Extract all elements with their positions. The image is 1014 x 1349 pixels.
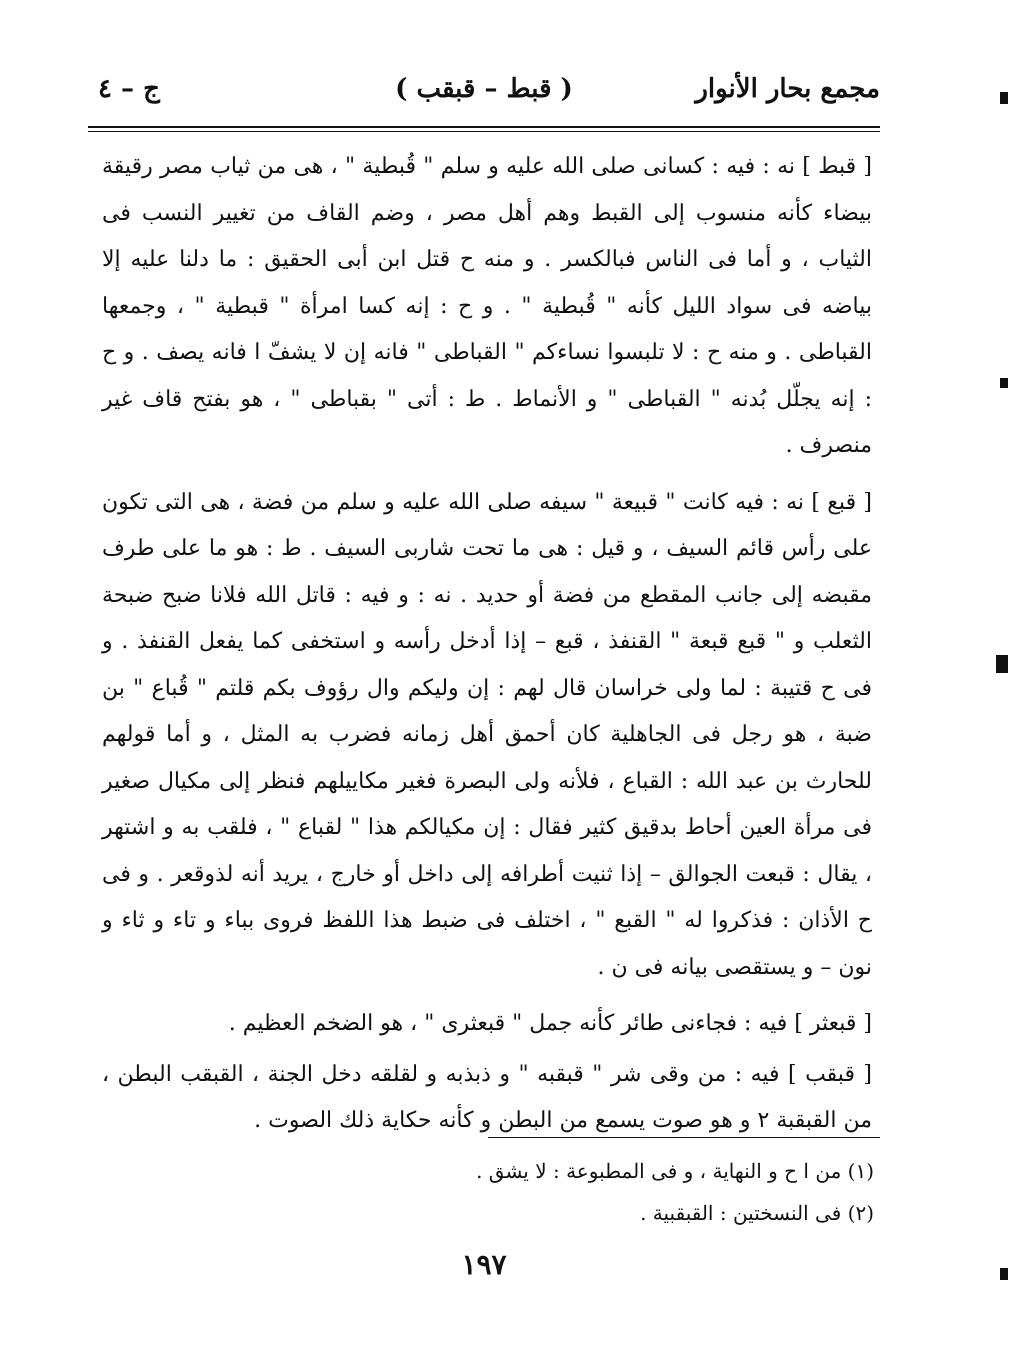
margin-mark	[1000, 92, 1008, 104]
entry-qabathar: [ قبعثر ] فيه : فجاءنى طائر كأنه جمل " قبعثرى " ، هو الضخم العظيم .	[228, 1011, 872, 1036]
header-rule	[88, 126, 880, 128]
footnote-rule	[488, 1137, 880, 1138]
entry-qabqab: [ قبقب ] فيه : من وقى شر " قبقبه " و ذبذبه و لقلقه دخل الجنة ، القبقب البطن ، من القبقبة ٢ و هو صوت يسمع من البطن و كأنه حكاية ذلك الصوت .	[102, 1061, 872, 1133]
margin-mark	[1000, 1268, 1008, 1280]
margin-mark	[1000, 378, 1008, 388]
footnotes	[174, 1150, 874, 1234]
section-range: ( قبط – قبقب )	[395, 74, 573, 104]
running-header	[88, 74, 880, 114]
page	[88, 60, 880, 1330]
page-number: ١٩٧	[461, 1248, 507, 1281]
header-rule-thin	[88, 131, 880, 132]
footnote-1: (١) من ا ح و النهاية ، و فى المطبوعة : لا يشق .	[476, 1159, 874, 1183]
volume-label: ج – ٤	[98, 74, 160, 104]
margin-mark	[996, 655, 1008, 673]
footnote-2: (٢) فى النسختين : القبقبية .	[640, 1201, 874, 1225]
entry-qabt: [ قبط ] نه : فيه : كسانى صلى الله عليه و سلم " قُبطية " ، هى من ثياب مصر رقيقة بيضاء كأنه منسوب إلى القبط وهم أهل مصر ، وضم القاف من تغيير النسب فى الثياب ، و أما فى الناس فبالكسر . و منه ح قتل ابن أبى الحقيق : ما دلنا عليه إلا بياضه فى سواد الليل كأنه " قُبطية " . و ح : إنه كسا امرأة " قبطية " ، وجمعها القباطى . و منه ح : لا تلبسوا نساءكم " القباطى " فانه إن لا يشفّ ا فانه يصف . و ح : إنه يجلّل بُدنه " القباطى " و الأنماط . ط : أتى " بقباطى " ، هو بفتح قاف غير منصرف .	[102, 154, 872, 458]
main-text	[102, 144, 872, 1149]
entry-qaba: [ قبع ] نه : فيه كانت " قبيعة " سيفه صلى الله عليه و سلم من فضة ، هى التى تكون على رأس قائم السيف ، و قيل : هى ما تحت شاربى السيف . ط : هو ما على طرف مقبضه إلى جانب المقطع من فضة أو حديد . نه : و فيه : قاتل الله فلانا ضبح ضبحة الثعلب و " قبع قبعة " القنفذ ، قبع – إذا أدخل رأسه و استخفى كما يفعل القنفذ . و فى ح قتيبة : لما ولى خراسان قال لهم : إن وليكم وال رؤوف بكم قلتم " قُباع " بن ضبة ، هو رجل فى الجاهلية كان أحمق أهل زمانه فضرب به المثل ، و أما قولهم للحارث بن عبد الله : القباع ، فلأنه ولى البصرة فغير مكاييلهم فنظر إلى مكيال صغير فى مرأة العين أحاط بدقيق كثير فقال : إن مكيالكم هذا " لقباع " ، فلقب به و اشتهر ، يقال : قبعت الجوالق – إذا ثنيت أطرافه إلى داخل أو خارج ، يريد أنه لذوقعر . و فى ح الأذان : فذكروا له " القبع " ، اختلف فى ضبط هذا اللفظ فروى بباء و تاء و ثاء و نون – و يستقصى بيانه فى ن .	[102, 489, 872, 980]
book-title: مجمع بحار الأنوار	[695, 74, 880, 104]
